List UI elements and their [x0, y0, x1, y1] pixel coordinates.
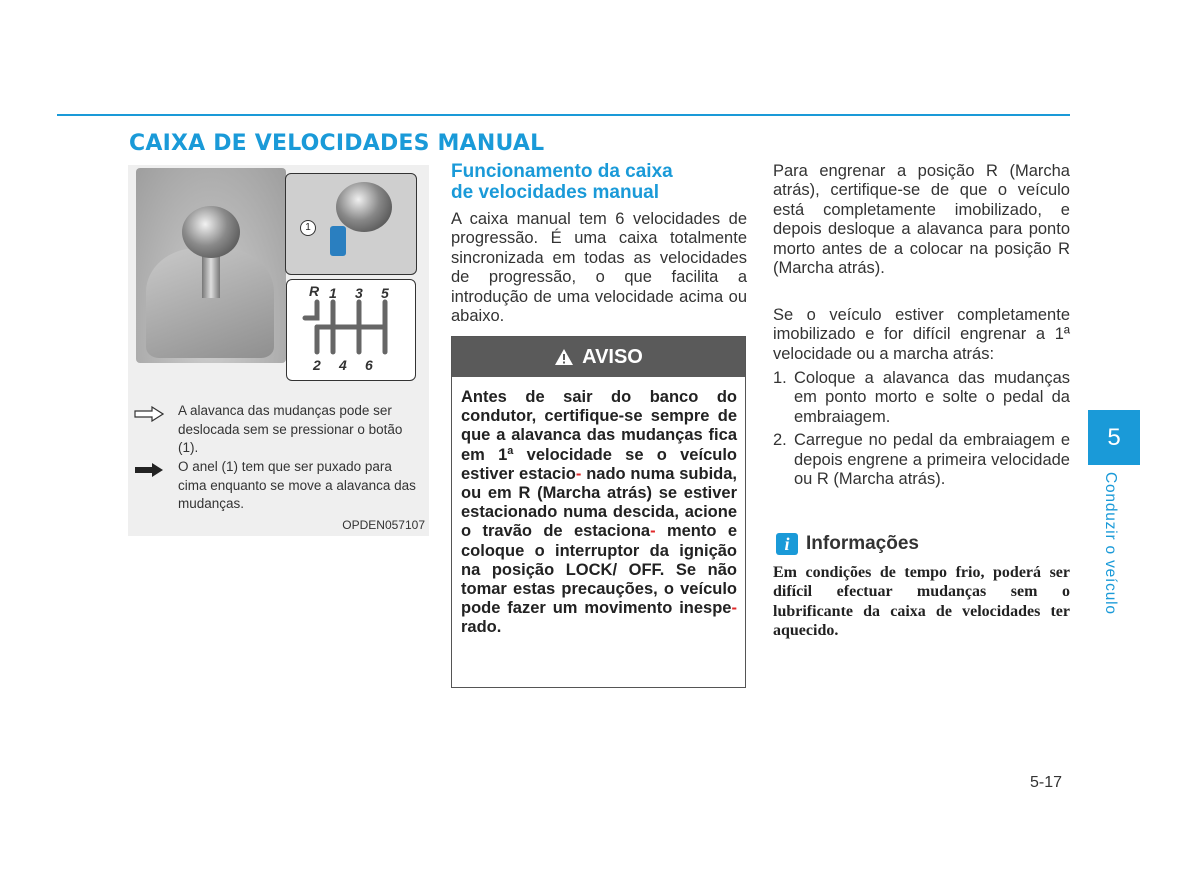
info-icon: i	[776, 533, 798, 555]
callout-number: 1	[300, 220, 316, 236]
warning-text: Antes de sair do banco do condutor, certifique-se sempre de que a alavanca das mudanças fica em 1ª velocidade se o veículo estiver estacio- nado numa subida, ou em R (Marcha atrás) se estiver estacionado numa descida, acione o travão de estaciona- mento e coloque o interruptor da ignição na posição LOCK/ OFF. Se não tomar estas precauções, o veículo pode fazer um movimento inespe- rado.	[461, 388, 737, 637]
info-text: Em condições de tempo frio, poderá ser difícil efectuar mudanças sem o lubrificante da caixa de velocidades ter aquecido.	[773, 564, 1070, 639]
chapter-label: Conduzir o veículo	[1102, 472, 1119, 615]
figure-code: OPDEN057107	[342, 518, 425, 532]
list-item: 1. Coloque a alavanca das mudanças em ponto morto e solte o pedal da embraiagem.	[773, 369, 1070, 426]
pattern-label-3: 3	[355, 285, 363, 301]
intro-paragraph: A caixa manual tem 6 velocidades de progressão. É uma caixa totalmente sincronizada em todas as velocidades de progressão, o que facilita a introdução de uma velocidade acima ou abaixo.	[451, 210, 747, 326]
warning-header	[452, 337, 745, 377]
legend-item	[134, 458, 424, 514]
warning-box	[451, 336, 746, 688]
shifter-ring-inset	[285, 173, 417, 275]
hollow-arrow-icon	[134, 406, 164, 422]
pattern-label-2: 2	[313, 357, 321, 373]
info-title: Informações	[806, 533, 919, 554]
ring-highlight	[330, 226, 346, 256]
section-title: CAIXA DE VELOCIDADES MANUAL	[129, 131, 545, 156]
figure	[128, 165, 429, 536]
page-number: 5-17	[1030, 774, 1063, 791]
subsection-heading: Funcionamento da caixa de velocidades manual	[451, 161, 673, 203]
solid-arrow-icon	[134, 462, 164, 478]
warning-title: AVISO	[582, 345, 643, 368]
legend-item	[134, 402, 424, 458]
gear-shifter-photo	[136, 168, 286, 363]
pattern-label-1: 1	[329, 285, 337, 301]
chapter-tab: 5	[1088, 410, 1140, 465]
steps-list	[773, 369, 1070, 493]
info-heading	[776, 533, 919, 555]
legend-text: A alavanca das mudanças pode ser deslocada sem se pressionar o botão (1).	[178, 403, 403, 455]
legend-text: O anel (1) tem que ser puxado para cima enquanto se move a alavanca das mudanças.	[178, 459, 416, 511]
warning-triangle-icon	[554, 348, 574, 366]
top-rule	[57, 114, 1070, 116]
pattern-label-r: R	[309, 283, 320, 299]
pattern-label-6: 6	[365, 357, 373, 373]
shift-pattern-icon	[287, 280, 415, 380]
shift-pattern-inset	[286, 279, 416, 381]
reverse-paragraph: Para engrenar a posição R (Marcha atrás), certifique-se de que o veículo está completamente imobilizado, e depois desloque a alavanca para ponto morto antes de a colocar na posição R (Marcha atrás).	[773, 162, 1070, 278]
list-item: 2. Carregue no pedal da embraiagem e depois engrene a primeira velocidade ou R (Marcha atrás).	[773, 431, 1070, 489]
difficulty-paragraph: Se o veículo estiver completamente imobilizado e for difícil engrenar a 1ª velocidade ou a marcha atrás:	[773, 306, 1070, 363]
pattern-label-5: 5	[381, 285, 389, 301]
pattern-label-4: 4	[339, 357, 347, 373]
